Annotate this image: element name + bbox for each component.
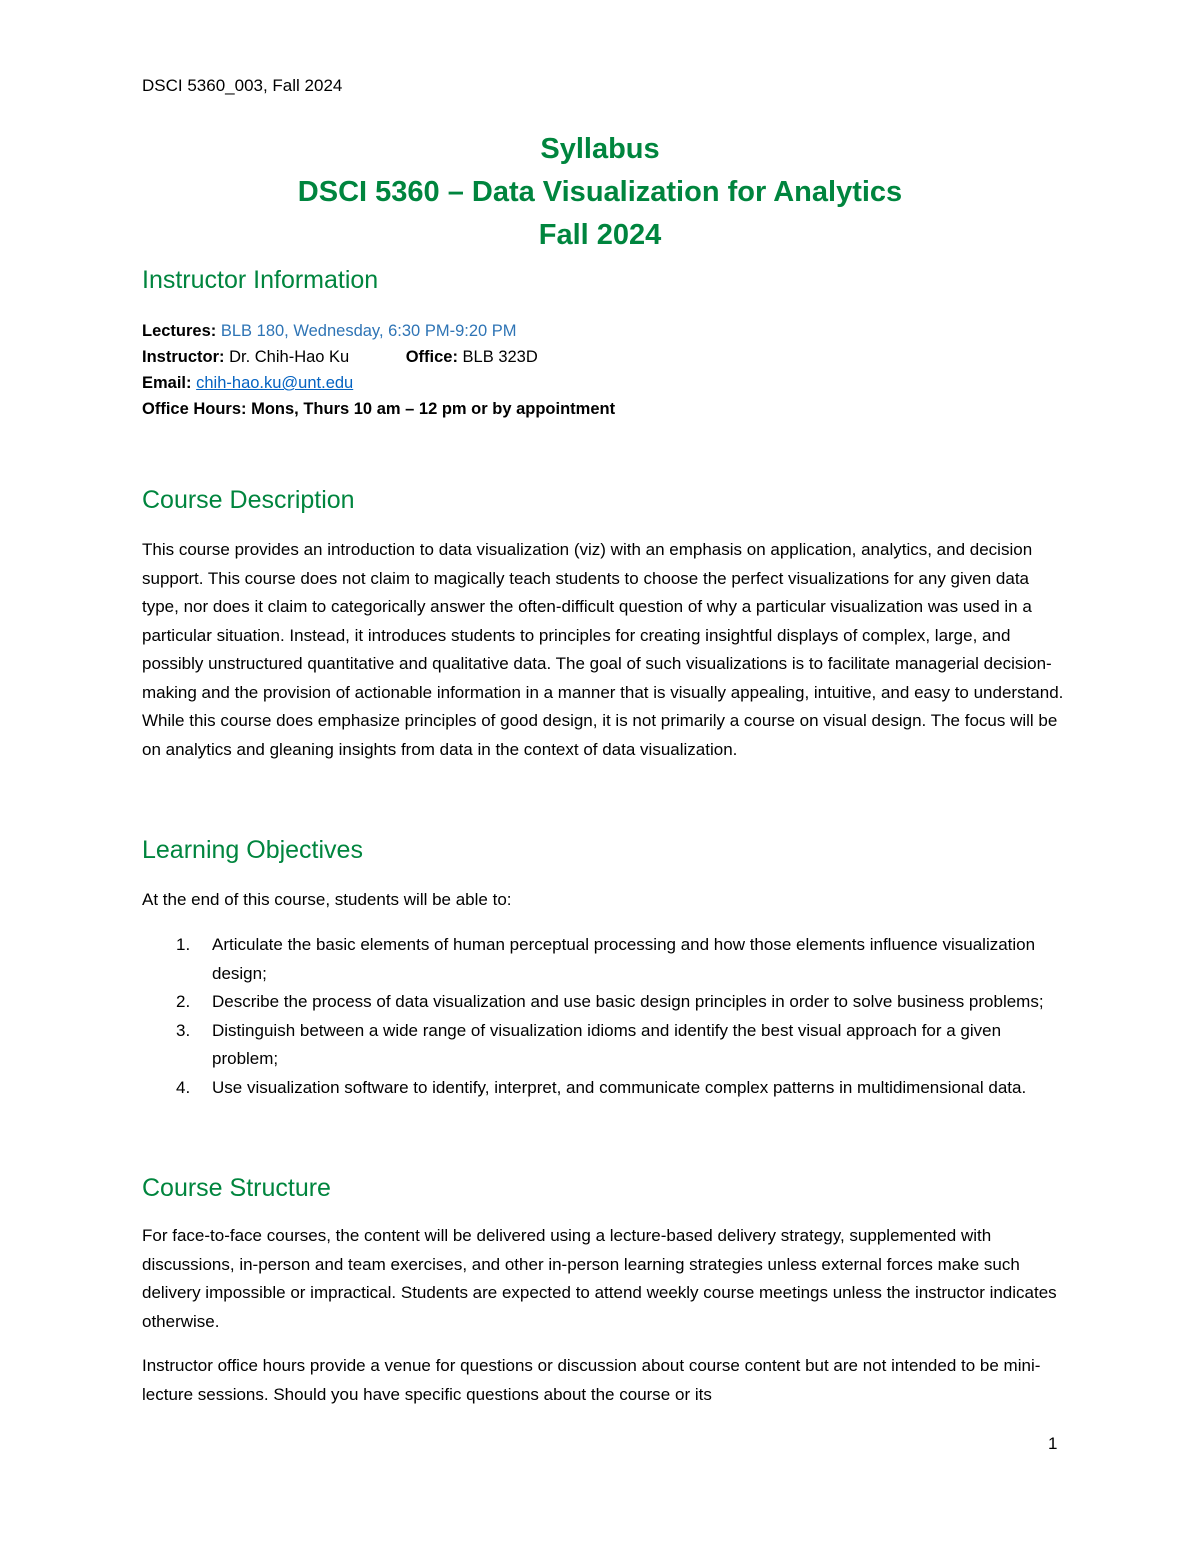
heading-learning-objectives: Learning Objectives [142,836,363,864]
list-item [142,1017,1067,1074]
running-header: DSCI 5360_003, Fall 2024 [142,76,343,95]
instructor-line [142,344,615,370]
list-item-text: Articulate the basic elements of human perceptual processing and how those elements influence visualization design; [212,935,1036,983]
list-item [142,988,1067,1017]
heading-course-description: Course Description [142,486,355,514]
list-item-number: 4. [176,1077,191,1097]
heading-course-structure: Course Structure [142,1174,331,1202]
list-item-text: Describe the process of data visualization and use basic design principles in order to solve business problems; [212,992,1044,1011]
office-hours-text: Office Hours: Mons, Thurs 10 am – 12 pm or by appointment [142,400,616,418]
lectures-value: BLB 180, Wednesday, 6:30 PM-9:20 PM [220,322,517,340]
office-value: BLB 323D [462,348,538,366]
list-item [142,931,1067,988]
course-structure-paragraph-2: Instructor office hours provide a venue for questions or discussion about course content but are not intended to be mini-lecture sessions. Should you have specific questions about the course or its [142,1356,1041,1404]
lectures-line [142,318,615,344]
email-line [142,370,615,396]
document-title-block [0,128,1200,257]
list-item-number: 2. [176,992,191,1011]
instructor-info-block [142,318,615,422]
title-term: Fall 2024 [538,219,662,251]
list-item-number: 3. [176,1020,191,1040]
email-link[interactable]: chih-hao.ku@unt.edu [196,374,354,392]
course-structure-paragraph-1: For face-to-face courses, the content will be delivered using a lecture-based delivery strategy, supplemented with discussions, in-person and team exercises, and other in-person learning strategies unless external forces make such delivery impossible or impractical. Students are expected to attend weekly course meetings unless the instructor indicates otherwise. [142,1226,1057,1331]
course-description-paragraph: This course provides an introduction to data visualization (viz) with an emphasis on application, analytics, and decision support. This course does not claim to magically teach students to choose the perfect visualizations for any given data type, nor does it claim to categorically answer the often-difficult question of why a particular visualization was used in a particular situation. Instead, it introduces students to principles for creating insightful displays of complex, large, and possibly unstructured quantitative and qualitative data. The goal of such visualizations is to facilitate managerial decision-making and the provision of actionable information in a manner that is visually appealing, intuitive, and easy to understand. While this course does emphasize principles of good design, it is not primarily a course on visual design. The focus will be on analytics and gleaning insights from data in the context of data visualization. [142,540,1064,759]
list-item-text: Distinguish between a wide range of visualization idioms and identify the best visual approach for a given problem; [212,1020,1002,1068]
office-hours-line [142,396,615,422]
title-syllabus: Syllabus [540,133,660,165]
lectures-label: Lectures: [142,322,217,340]
instructor-label: Instructor: [142,348,225,366]
email-label: Email: [142,374,192,392]
title-course-name: DSCI 5360 – Data Visualization for Analytics [297,176,903,208]
instructor-value: Dr. Chih-Hao Ku [229,348,350,366]
heading-instructor-information: Instructor Information [142,266,379,294]
learning-objectives-list [142,931,1067,1102]
learning-objectives-intro: At the end of this course, students will be able to: [142,890,512,909]
list-item-text: Use visualization software to identify, interpret, and communicate complex patterns in multidimensional data. [212,1077,1027,1097]
office-label: Office: [405,348,458,366]
page-number: 1 [1048,1434,1058,1453]
list-item [142,1074,1067,1103]
list-item-number: 1. [176,935,191,954]
